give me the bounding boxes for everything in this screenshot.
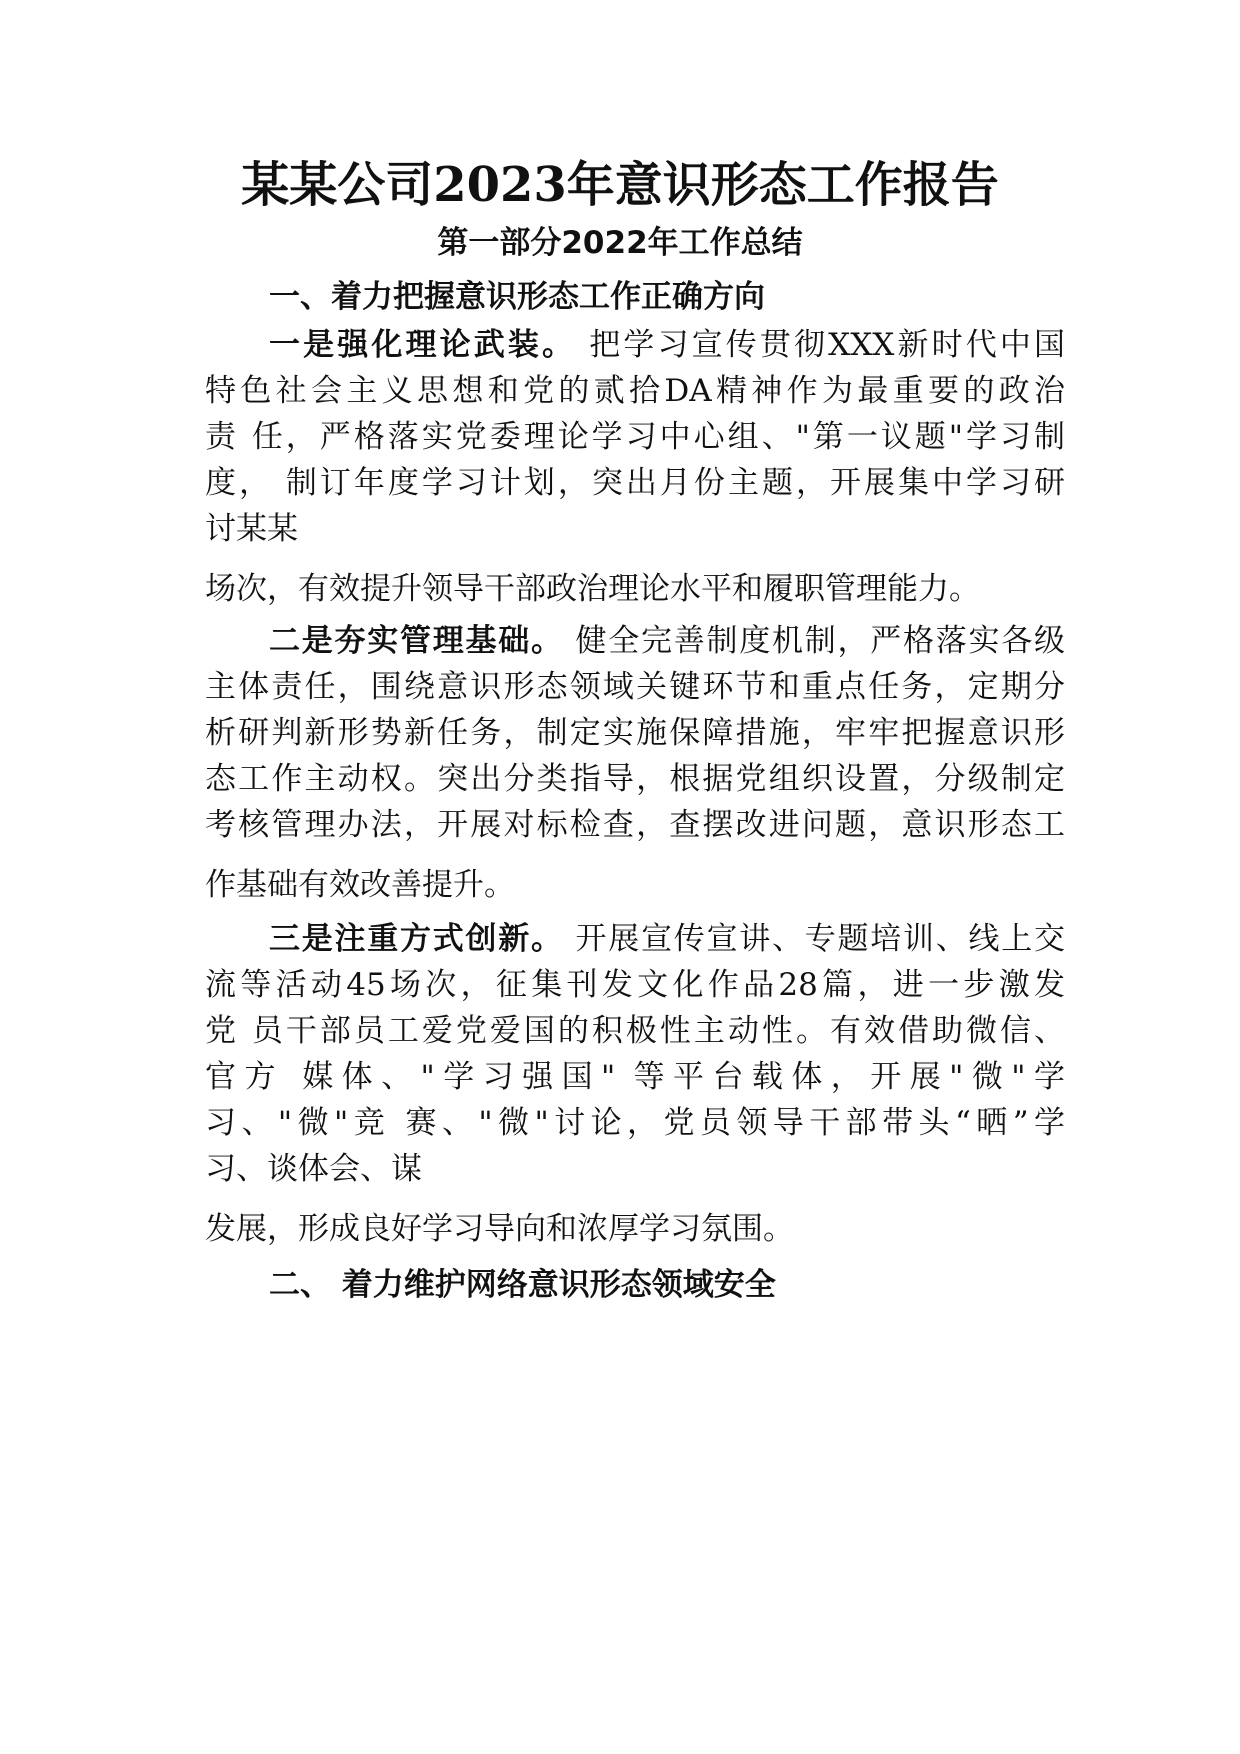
paragraph-2-line-5: 考核管理办法，开展对标检查，查摆改进问题，意识形态工 [205, 807, 1065, 843]
paragraph-2-line-6: 作基础有效改善提升。 [205, 867, 515, 903]
paragraph-3-line-5: 习、"微"竞 赛、"微"讨论，党员领导干部带头“晒”学 [205, 1105, 1065, 1141]
section-heading-2: 二、 着力维护网络意识形态领域安全 [269, 1267, 776, 1303]
paragraph-1-line-4: 度， 制订年度学习计划，突出月份主题，开展集中学习研 [205, 465, 1065, 501]
paragraph-1-line-3: 责 任，严格落实党委理论学习中心组、"第一议题"学习制 [205, 419, 1065, 455]
paragraph-3-line-4: 官方 媒体、"学习强国" 等平台载体，开展"微"学 [205, 1059, 1065, 1095]
paragraph-1-text: 把学习宣传贯彻XXX新时代中国 [589, 327, 1066, 363]
paragraph-2-lead: 二是夯实管理基础。 [269, 623, 564, 659]
paragraph-2-line-3: 析研判新形势新任务，制定实施保障措施，牢牢把握意识形 [205, 715, 1065, 751]
paragraph-1-line-2: 特色社会主义思想和党的贰拾DA精神作为最重要的政治 [205, 373, 1065, 409]
paragraph-3-line-7: 发展，形成良好学习导向和浓厚学习氛围。 [205, 1211, 794, 1247]
paragraph-2-line-4: 态工作主动权。突出分类指导，根据党组织设置，分级制定 [205, 761, 1065, 797]
paragraph-2-text: 健全完善制度机制，严格落实各级 [575, 623, 1066, 659]
document-subtitle: 第一部分2022年工作总结 [437, 225, 803, 261]
paragraph-3-line-2: 流等活动45场次，征集刊发文化作品28篇，进一步激发 [205, 967, 1065, 1003]
document-title: 某某公司2023年意识形态工作报告 [241, 157, 999, 213]
paragraph-3-text: 开展宣传宣讲、专题培训、线上交 [575, 921, 1066, 957]
paragraph-1-line-5: 讨某某 [205, 511, 298, 547]
paragraph-3-line-3: 党 员干部员工爱党爱国的积极性主动性。有效借助微信、 [205, 1013, 1065, 1049]
paragraph-3-line-6: 习、谈体会、谋 [205, 1151, 422, 1187]
paragraph-3-line-1 [269, 916, 1065, 962]
section-heading-1: 一、着力把握意识形态工作正确方向 [269, 279, 765, 315]
paragraph-3-lead: 三是注重方式创新。 [269, 921, 564, 957]
paragraph-2-line-1 [269, 618, 1065, 664]
paragraph-2-line-2: 主体责任，围绕意识形态领域关键环节和重点任务，定期分 [205, 669, 1065, 705]
paragraph-1-line-6: 场次，有效提升领导干部政治理论水平和履职管理能力。 [205, 571, 980, 607]
paragraph-1-lead: 一是强化理论武装。 [269, 327, 577, 363]
paragraph-1-line-1 [269, 322, 1065, 368]
